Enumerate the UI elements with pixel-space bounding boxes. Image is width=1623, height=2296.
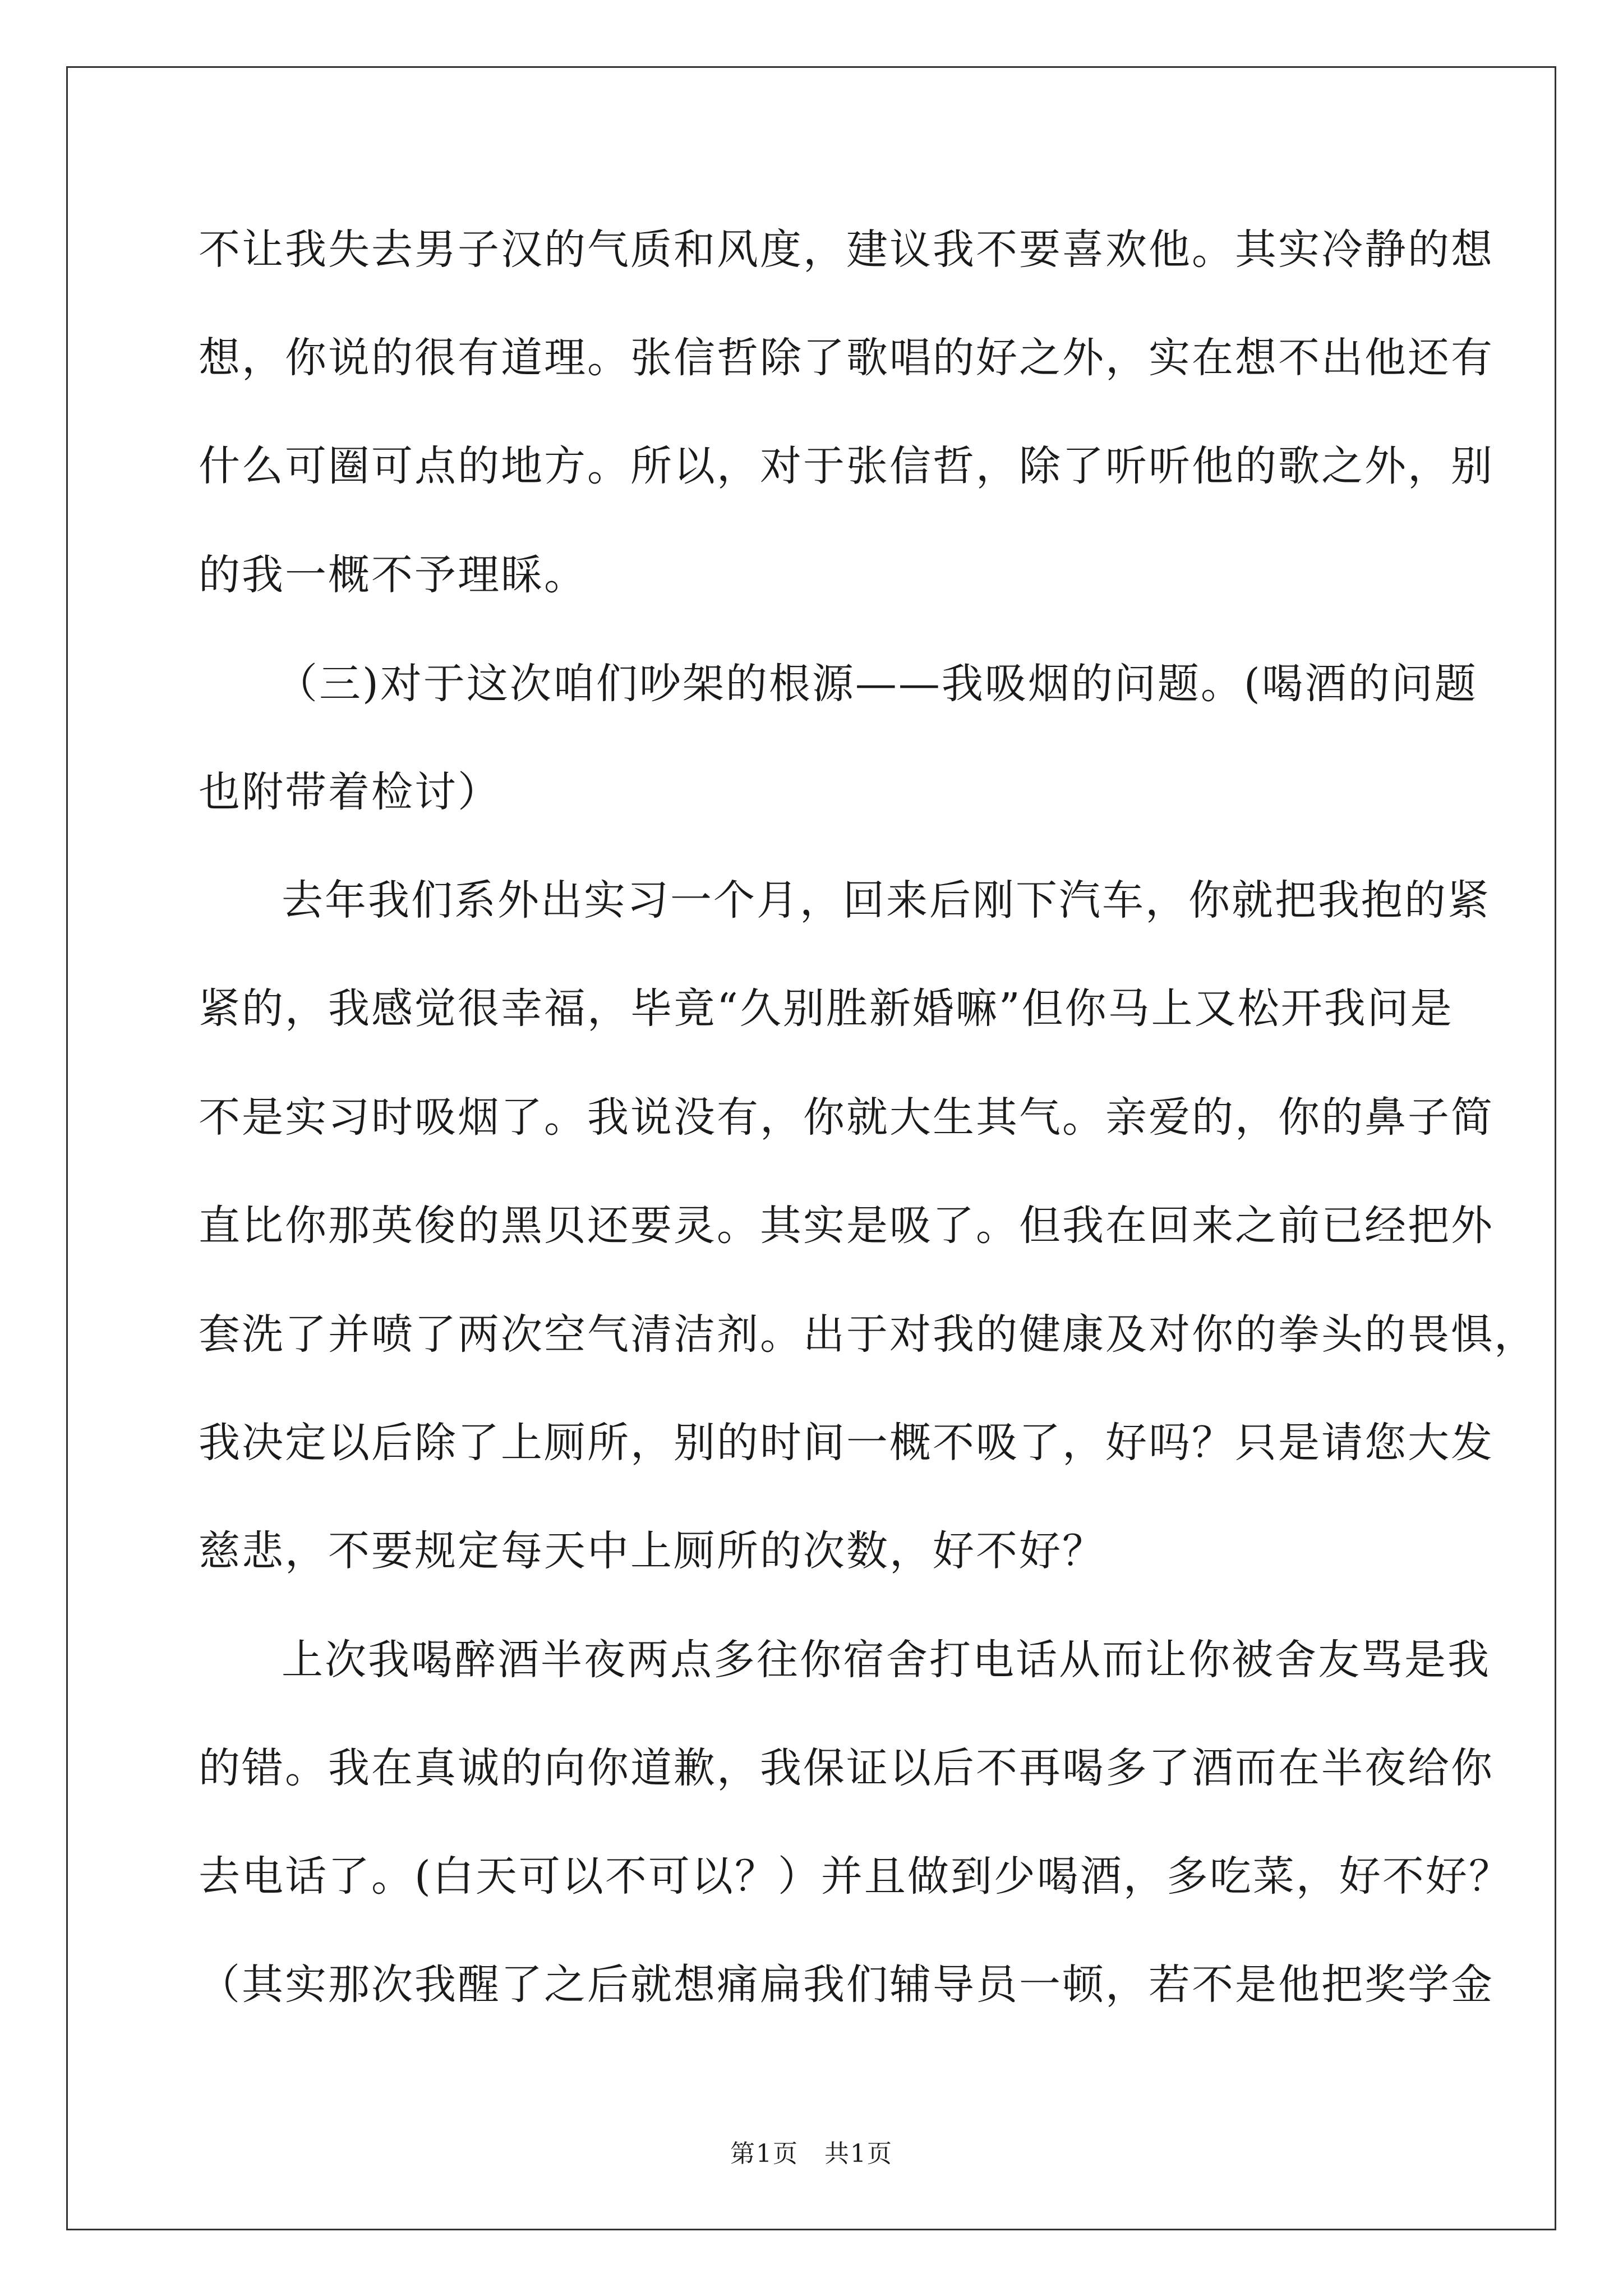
paragraph-first-line: 上次我喝醉酒半夜两点多往你宿舍打电话从而让你被舍友骂是我 [282,1636,1491,1684]
text-line: 的我一概不予理睬。 [199,551,587,599]
paragraph-first-line: 去年我们系外出实习一个月，回来后刚下汽车，你就把我抱的紧 [282,876,1491,924]
text-line: 不是实习时吸烟了。我说没有，你就大生其气。亲爱的，你的鼻子简 [199,1093,1494,1142]
text-line: 紧的，我感觉很幸福，毕竟“久别胜新婚嘛”但你马上又松开我问是 [199,984,1454,1033]
text-line: 慈悲，不要规定每天中上厕所的次数，好不好？ [199,1527,1105,1575]
text-line: 直比你那英俊的黑贝还要灵。其实是吸了。但我在回来之前已经把外 [199,1202,1494,1250]
page-footer: 第1页 共1页 [730,2139,893,2168]
text-line: 也附带着检讨） [199,768,501,816]
text-line: 什么可圈可点的地方。所以，对于张信哲，除了听听他的歌之外，别 [199,442,1494,490]
text-line: 想，你说的很有道理。张信哲除了歌唱的好之外，实在想不出他还有 [199,334,1494,382]
text-line: （其实那次我醒了之后就想痛扁我们辅导员一顿，若不是他把奖学金 [199,1961,1494,2009]
text-line: 不让我失去男子汉的气质和风度，建议我不要喜欢他。其实冷静的想 [199,226,1494,274]
section-heading-line: （三)对于这次咱们吵架的根源——我吸烟的问题。(喝酒的问题 [276,660,1478,708]
text-line: 的错。我在真诚的向你道歉，我保证以后不再喝多了酒而在半夜给你 [199,1744,1494,1792]
text-line: 我决定以后除了上厕所，别的时间一概不吸了，好吗？只是请您大发 [199,1419,1494,1467]
text-line: 套洗了并喷了两次空气清洁剂。出于对我的健康及对你的拳头的畏惧， [199,1310,1537,1359]
page-border [66,66,1556,2230]
text-line: 去电话了。(白天可以不可以？）并且做到少喝酒，多吃菜，好不好？ [199,1852,1512,1901]
